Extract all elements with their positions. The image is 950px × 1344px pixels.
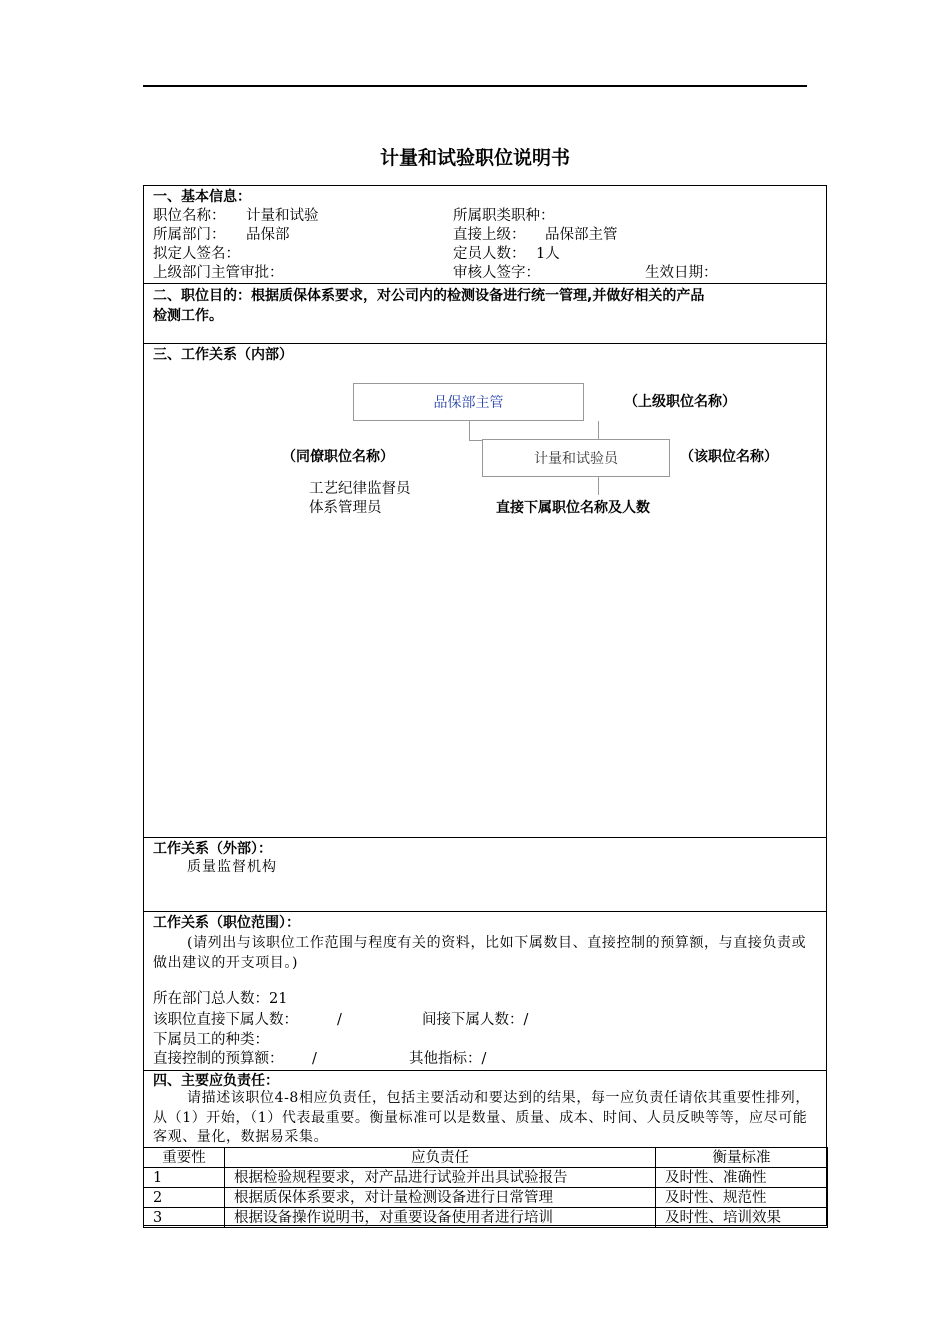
table-row: [144, 1168, 828, 1188]
approver-label: 上级部门主管审批：: [153, 265, 284, 281]
org-connector: [598, 421, 599, 441]
job-category-label: 所属职类职种：: [453, 208, 555, 224]
responsibility-cell: 根据检验规程要求，对产品进行试验并出具试验报告: [225, 1168, 656, 1188]
external-relations-heading: 工作关系（外部）：: [153, 841, 272, 857]
effective-date-label: 生效日期：: [645, 265, 718, 281]
org-connector: [469, 421, 470, 441]
indirect-subordinates: 间接下属人数：/: [422, 1012, 529, 1028]
scope-heading: 工作关系（职位范围）：: [153, 915, 300, 931]
responsibility-cell: 根据质保体系要求，对计量检测设备进行日常管理: [225, 1188, 656, 1208]
position-name-label: 职位名称：: [153, 208, 226, 224]
headcount-label: 定员人数：: [453, 246, 526, 262]
standard-cell: 及时性、规范性: [656, 1188, 828, 1208]
page-title: 计量和试验职位说明书: [379, 147, 570, 169]
subordinate-types: 下属员工的种类：: [153, 1032, 269, 1048]
table-header-row: [144, 1148, 828, 1168]
basic-info-heading: 一、基本信息：: [153, 189, 251, 205]
subordinate-position-tag: 直接下属职位名称及人数: [496, 500, 650, 516]
section-divider: [144, 283, 826, 284]
department-value: 品保部: [246, 227, 290, 243]
budget-control-value: /: [312, 1051, 317, 1067]
drafter-signature-label: 拟定人签名：: [153, 246, 240, 262]
direct-superior-label: 直接上级：: [453, 227, 526, 243]
position-name-value: 计量和试验: [246, 208, 319, 224]
header-rule: [143, 85, 807, 87]
direct-superior-value: 品保部主管: [545, 227, 618, 243]
standard-cell: 及时性、准确性: [656, 1168, 828, 1188]
headcount-value: 1人: [536, 246, 560, 262]
peer-position-tag: （同僚职位名称）: [282, 449, 394, 465]
column-header-importance: 重要性: [144, 1148, 225, 1168]
department-total-headcount: 所在部门总人数：21: [153, 991, 288, 1007]
importance-cell: 2: [144, 1188, 225, 1208]
job-description-form: [143, 185, 827, 1226]
section-divider: [144, 911, 826, 912]
responsibility-cell: 根据设备操作说明书，对重要设备使用者进行培训: [225, 1208, 656, 1228]
standard-cell: 及时性、培训效果: [656, 1208, 828, 1228]
peer-position-2: 体系管理员: [309, 500, 382, 516]
purpose-line-2: 检测工作。: [153, 308, 223, 324]
direct-subordinates-value: /: [337, 1012, 342, 1028]
importance-cell: 3: [144, 1208, 225, 1228]
table-row: [144, 1208, 828, 1228]
direct-subordinates-label: 该职位直接下属人数：: [153, 1012, 298, 1028]
section-divider: [144, 837, 826, 838]
peer-position-1: 工艺纪律监督员: [309, 481, 411, 497]
duties-table: [143, 1147, 828, 1228]
external-relation-item: 质量监督机构: [187, 859, 277, 875]
reviewer-signature-label: 审核人签字：: [453, 265, 540, 281]
self-position-tag: （该职位名称）: [680, 449, 778, 465]
internal-relations-heading: 三、工作关系（内部）: [153, 347, 293, 363]
table-row: [144, 1188, 828, 1208]
superior-position-tag: （上级职位名称）: [624, 394, 736, 410]
scope-instruction: (请列出与该职位工作范围与程度有关的资料，比如下属数目、直接控制的预算额，与直接负责或做出建议的开支项目。): [153, 935, 807, 971]
duties-instruction: 请描述该职位4-8相应负责任，包括主要活动和要达到的结果，每一应负责任请依其重要性排列，从（1）开始，（1）代表最重要。衡量标准可以是数量、质量、成本、时间、人员反映等等，应尽可能客观、量化，数据易采集。: [153, 1090, 810, 1145]
self-position-box: 计量和试验员: [482, 439, 670, 477]
column-header-responsibility: 应负责任: [225, 1148, 656, 1168]
org-connector: [598, 477, 599, 495]
budget-control-label: 直接控制的预算额：: [153, 1051, 284, 1067]
superior-position-box: 品保部主管: [353, 383, 584, 421]
section-divider: [144, 1070, 826, 1071]
purpose-line-1: 二、职位目的：根据质保体系要求，对公司内的检测设备进行统一管理,并做好相关的产品: [153, 288, 705, 304]
department-label: 所属部门：: [153, 227, 226, 243]
importance-cell: 1: [144, 1168, 225, 1188]
column-header-standard: 衡量标准: [656, 1148, 828, 1168]
other-indicators: 其他指标：/: [409, 1051, 487, 1067]
duties-heading: 四、主要应负责任：: [153, 1073, 279, 1089]
section-divider: [144, 343, 826, 344]
